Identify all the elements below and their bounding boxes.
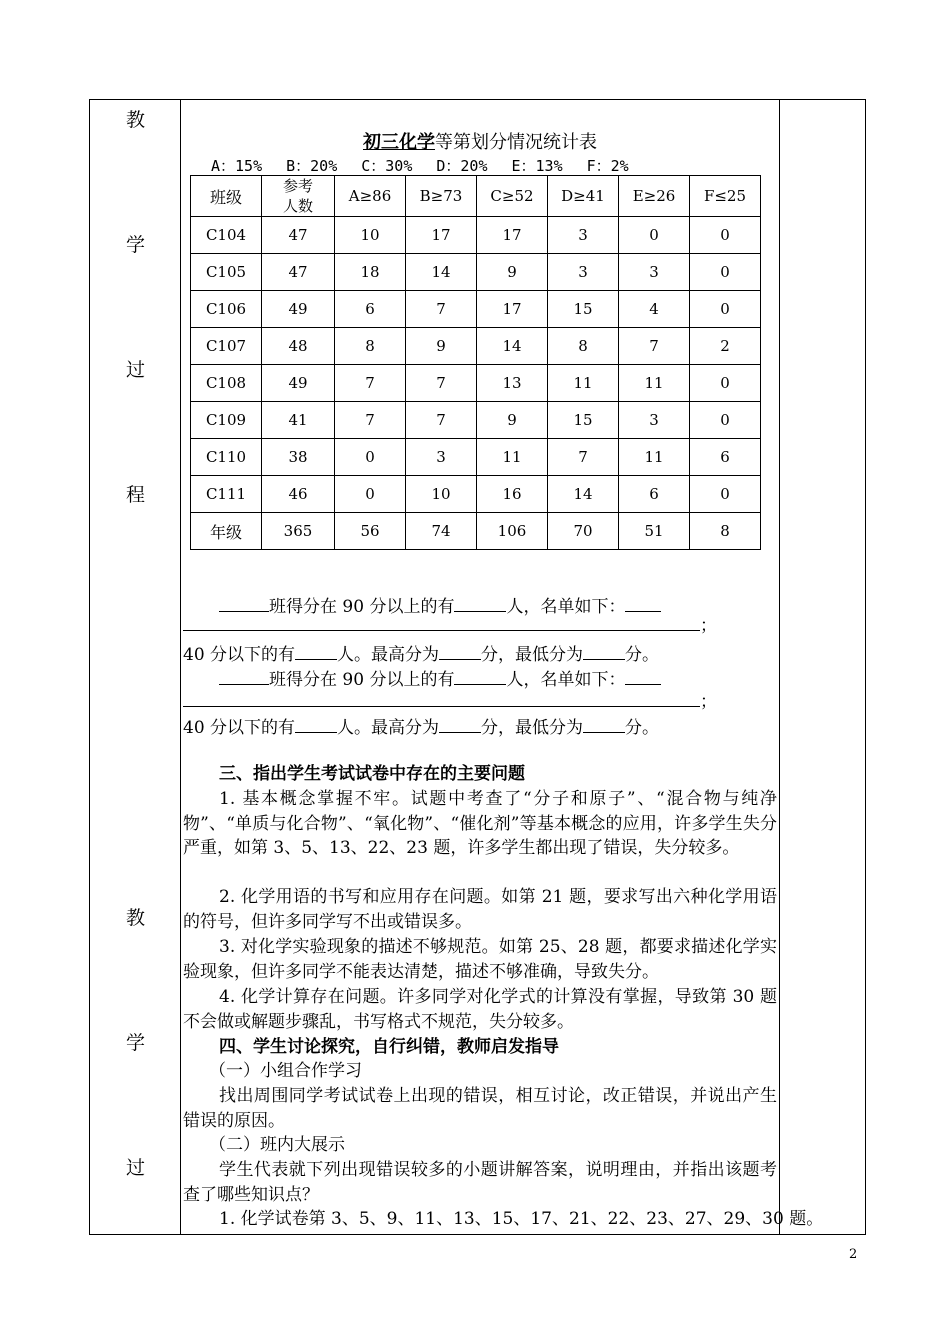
header-cell: A≥86 [335, 176, 406, 217]
class-cell: C105 [191, 254, 262, 291]
value-cell: 17 [477, 291, 548, 328]
section-3-heading: 三、指出学生考试试卷中存在的主要问题 [219, 764, 525, 784]
section-4-sub-2-text: 学生代表就下列出现错误较多的小题讲解答案，说明理由，并指出该题考查了哪些知识点？ [183, 1160, 777, 1205]
blank-text: 分。 [625, 718, 660, 738]
blank-text: 分，最低分为 [481, 718, 584, 738]
value-cell: 17 [406, 217, 477, 254]
table-row [191, 439, 761, 476]
side-label: 教 [126, 907, 146, 929]
value-cell: 15 [548, 402, 619, 439]
class-cell: C106 [191, 291, 262, 328]
section-4-item-1: 1. 化学试卷第 3、5、9、11、13、15、17、21、22、23、27、29、30 题。 [219, 1209, 824, 1229]
grade-statistics-table [190, 175, 761, 550]
value-cell: 0 [690, 365, 761, 402]
right-column-divider [779, 99, 780, 1235]
side-label: 学 [126, 1032, 146, 1054]
grade-pct: F：2% [586, 157, 629, 175]
value-cell: 7 [406, 365, 477, 402]
value-cell: 14 [406, 254, 477, 291]
section-3-point-2: 2. 化学用语的书写和应用存在问题。如第 21 题，要求写出六种化学用语的符号，但许多同学写不出或错误多。 [183, 887, 777, 932]
value-cell: 9 [477, 254, 548, 291]
value-cell: 13 [477, 365, 548, 402]
header-cell: B≥73 [406, 176, 477, 217]
value-cell: 46 [262, 476, 335, 513]
value-cell: 0 [335, 439, 406, 476]
table-row [191, 217, 761, 254]
class-cell: C111 [191, 476, 262, 513]
value-cell: 8 [690, 513, 761, 550]
header-cell: C≥52 [477, 176, 548, 217]
section-4-sub-1-text: 找出周围同学考试试卷上出现的错误，相互讨论，改正错误，并说出产生错误的原因。 [183, 1086, 777, 1131]
class-cell: C108 [191, 365, 262, 402]
table-title-emphasis: 初三化学 [363, 132, 435, 153]
value-cell: 51 [619, 513, 690, 550]
blank-text: 人。最高分为 [337, 645, 440, 665]
header-cell: 参考 人数 [262, 176, 335, 217]
section-4-heading: 四、学生讨论探究，自行纠错，教师启发指导 [219, 1037, 559, 1057]
value-cell: 14 [548, 476, 619, 513]
header-cell: D≥41 [548, 176, 619, 217]
blank-line-6 [183, 713, 659, 738]
blank-text: 班得分在 90 分以上的有 [269, 597, 455, 617]
value-cell: 3 [619, 254, 690, 291]
table-row [191, 328, 761, 365]
blank-text: 人，名单如下： [506, 670, 626, 690]
value-cell: 74 [406, 513, 477, 550]
header-cell: E≥26 [619, 176, 690, 217]
grade-pct: E：13% [511, 157, 563, 175]
value-cell: 10 [335, 217, 406, 254]
value-cell: 14 [477, 328, 548, 365]
value-cell: 11 [548, 365, 619, 402]
value-cell: 9 [406, 328, 477, 365]
value-cell: 10 [406, 476, 477, 513]
value-cell: 41 [262, 402, 335, 439]
section-3-point-1: 1. 基本概念掌握不牢。试题中考查了“分子和原子”、“混合物与纯净物”、“单质与化合物”、“氧化物”、“催化剂”等基本概念的应用，许多学生失分严重，如第 3、5、13、22、23 题，许多学生都出现了错误，失分较多。 [183, 789, 777, 858]
value-cell: 6 [335, 291, 406, 328]
grade-pct: A：15% [211, 157, 263, 175]
value-cell: 0 [690, 291, 761, 328]
value-cell: 7 [619, 328, 690, 365]
class-cell: C110 [191, 439, 262, 476]
value-cell: 106 [477, 513, 548, 550]
value-cell: 47 [262, 217, 335, 254]
blank-text: 人。最高分为 [337, 718, 440, 738]
page-number: 2 [849, 1247, 858, 1262]
side-label: 程 [126, 484, 146, 506]
value-cell: 7 [335, 365, 406, 402]
value-cell: 70 [548, 513, 619, 550]
table-row [191, 402, 761, 439]
value-cell: 3 [619, 402, 690, 439]
side-label: 过 [126, 359, 146, 381]
blank-line-5 [183, 687, 717, 712]
value-cell: 48 [262, 328, 335, 365]
value-cell: 56 [335, 513, 406, 550]
blank-text: 人，名单如下： [506, 597, 626, 617]
blank-text: 40 分以下的有 [183, 645, 296, 665]
blank-text: ； [700, 692, 717, 712]
class-cell: C107 [191, 328, 262, 365]
class-cell: C109 [191, 402, 262, 439]
value-cell: 2 [690, 328, 761, 365]
table-row [191, 513, 761, 550]
class-cell: C104 [191, 217, 262, 254]
value-cell: 11 [619, 365, 690, 402]
value-cell: 18 [335, 254, 406, 291]
side-label: 学 [126, 234, 146, 256]
value-cell: 365 [262, 513, 335, 550]
blank-line-3 [183, 640, 659, 665]
value-cell: 7 [406, 402, 477, 439]
section-4-sub-1: （一）小组合作学习 [209, 1061, 362, 1081]
value-cell: 6 [690, 439, 761, 476]
blank-text: 40 分以下的有 [183, 718, 296, 738]
value-cell: 49 [262, 291, 335, 328]
grade-pct: C：30% [361, 157, 413, 175]
value-cell: 11 [619, 439, 690, 476]
value-cell: 3 [548, 217, 619, 254]
value-cell: 6 [619, 476, 690, 513]
value-cell: 0 [690, 476, 761, 513]
grade-pct: B：20% [286, 157, 338, 175]
value-cell: 3 [548, 254, 619, 291]
side-label: 过 [126, 1157, 146, 1179]
grade-pct: D：20% [436, 157, 488, 175]
section-3-point-4: 4. 化学计算存在问题。许多同学对化学式的计算没有掌握，导致第 30 题不会做或解题步骤乱，书写格式不规范，失分较多。 [183, 987, 777, 1032]
value-cell: 49 [262, 365, 335, 402]
blank-line-2 [183, 611, 717, 636]
value-cell: 47 [262, 254, 335, 291]
table-row [191, 254, 761, 291]
side-label: 教 [126, 109, 146, 131]
section-3-point-3: 3. 对化学实验现象的描述不够规范。如第 25、28 题，都要求描述化学实验现象，但许多同学不能表达清楚，描述不够准确，导致失分。 [183, 937, 777, 982]
value-cell: 0 [690, 402, 761, 439]
value-cell: 9 [477, 402, 548, 439]
value-cell: 16 [477, 476, 548, 513]
value-cell: 7 [548, 439, 619, 476]
blank-text: 分，最低分为 [481, 645, 584, 665]
grade-distribution [211, 155, 653, 176]
value-cell: 7 [406, 291, 477, 328]
value-cell: 11 [477, 439, 548, 476]
value-cell: 0 [690, 217, 761, 254]
value-cell: 0 [619, 217, 690, 254]
header-cell: 班级 [191, 176, 262, 217]
value-cell: 8 [548, 328, 619, 365]
value-cell: 0 [690, 254, 761, 291]
value-cell: 4 [619, 291, 690, 328]
value-cell: 38 [262, 439, 335, 476]
blank-text: ； [700, 616, 717, 636]
table-row [191, 291, 761, 328]
table-row [191, 476, 761, 513]
value-cell: 17 [477, 217, 548, 254]
table-title-rest: 等第划分情况统计表 [435, 132, 597, 153]
value-cell: 15 [548, 291, 619, 328]
value-cell: 8 [335, 328, 406, 365]
value-cell: 3 [406, 439, 477, 476]
section-4-sub-2: （二）班内大展示 [209, 1135, 345, 1155]
left-column-divider [180, 99, 181, 1235]
value-cell: 7 [335, 402, 406, 439]
blank-text: 班得分在 90 分以上的有 [269, 670, 455, 690]
value-cell: 0 [335, 476, 406, 513]
table-title [183, 128, 777, 154]
class-cell: 年级 [191, 513, 262, 550]
table-header-row [191, 176, 761, 217]
blank-text: 分。 [625, 645, 660, 665]
table-row [191, 365, 761, 402]
header-cell: F≤25 [690, 176, 761, 217]
